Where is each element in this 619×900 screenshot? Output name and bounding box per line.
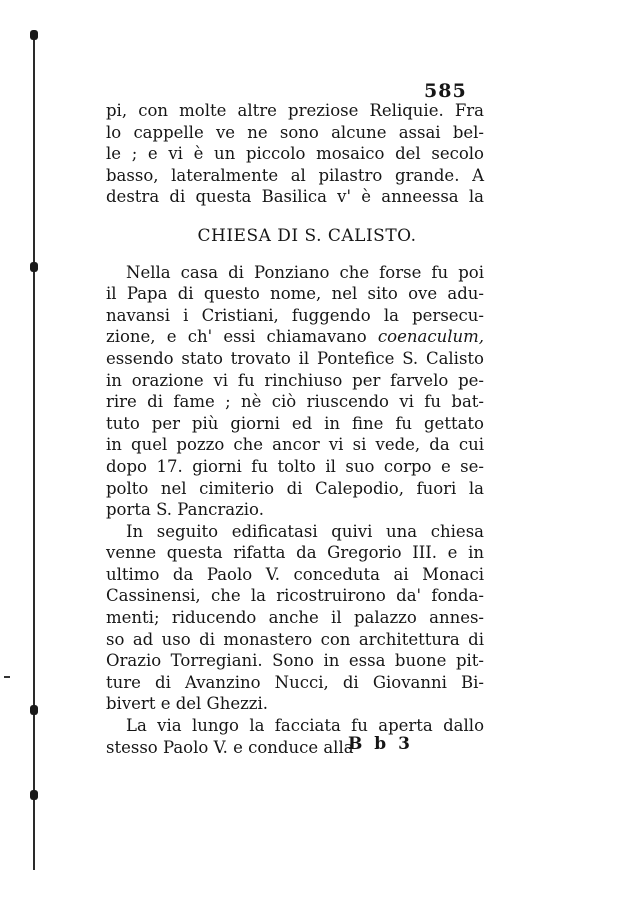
section-heading: CHIESA DI S. CALISTO.	[197, 225, 417, 246]
binding-rod	[33, 30, 35, 870]
text-line: tuto per più giorni ed in fine fu gettato	[106, 413, 484, 433]
binding-knot	[30, 705, 38, 715]
text-line: in orazione vi fu rinchiuso per farvelo pe-	[106, 370, 484, 390]
text-line: porta S. Pancrazio.	[106, 500, 264, 520]
binding-knot	[30, 262, 38, 272]
text-line: navansi i Cristiani, fuggendo la persecu-	[106, 305, 484, 325]
text-line: destra di questa Basilica v' è anneessa la	[106, 187, 484, 207]
text-line: menti; riducendo anche il palazzo annes-	[106, 608, 484, 628]
text-line: bivert e del Ghezzi.	[106, 694, 269, 714]
text-line: essendo stato trovato il Pontefice S. Calisto	[106, 348, 484, 368]
text-line: Orazio Torregiani. Sono in essa buone pit-	[106, 651, 484, 671]
text-line: Nella casa di Ponziano che forse fu poi	[126, 262, 484, 282]
text-line: lo cappelle ve ne sono alcune assai bel-	[106, 122, 484, 142]
text-line	[106, 326, 484, 348]
text-line: in quel pozzo che ancor vi si vede, da cui	[106, 435, 484, 455]
text-line: pi, con molte altre preziose Reliquie. Fra	[106, 101, 484, 120]
text-line: le ; e vi è un piccolo mosaico del secolo	[106, 144, 484, 164]
text-line: Cassinensi, che la ricostruirono da' fonda-	[106, 586, 484, 606]
paragraph-2	[106, 262, 484, 521]
text-segment: zione, e ch' essi chiamavano	[106, 327, 378, 347]
text-line: il Papa di questo nome, nel sito ove adu-	[106, 284, 484, 304]
margin-mark	[4, 676, 10, 678]
signature-mark: B b 3	[348, 734, 413, 754]
text-line: ture di Avanzino Nucci, di Giovanni Bi-	[106, 672, 484, 692]
binding-knot	[30, 30, 38, 40]
text-line: venne questa rifatta da Gregorio III. e in	[106, 543, 484, 563]
page-body	[106, 100, 484, 758]
text-line: ultimo da Paolo V. conceduta ai Monaci	[106, 564, 484, 584]
page-number: 585	[424, 80, 467, 102]
text-line: rire di fame ; nè ciò riuscendo vi fu bat-	[106, 392, 484, 412]
text-line: stesso Paolo V. e conduce alla	[106, 737, 354, 757]
text-line: In seguito edificatasi quivi una chiesa	[126, 521, 484, 541]
binding-knot	[30, 790, 38, 800]
paragraph-1	[106, 100, 484, 208]
text-line: polto nel cimiterio di Calepodio, fuori la	[106, 478, 484, 498]
binding-edge	[30, 30, 38, 870]
text-line: basso, lateralmente al pilastro grande. A	[106, 165, 484, 185]
text-line: so ad uso di monastero con architettura di	[106, 629, 484, 649]
paragraph-3	[106, 521, 484, 715]
paragraph-4	[106, 715, 484, 758]
italic-term: coenaculum,	[377, 327, 484, 347]
text-line: dopo 17. giorni fu tolto il suo corpo e se-	[106, 456, 484, 476]
text-line: La via lungo la facciata fu aperta dallo	[126, 716, 484, 736]
